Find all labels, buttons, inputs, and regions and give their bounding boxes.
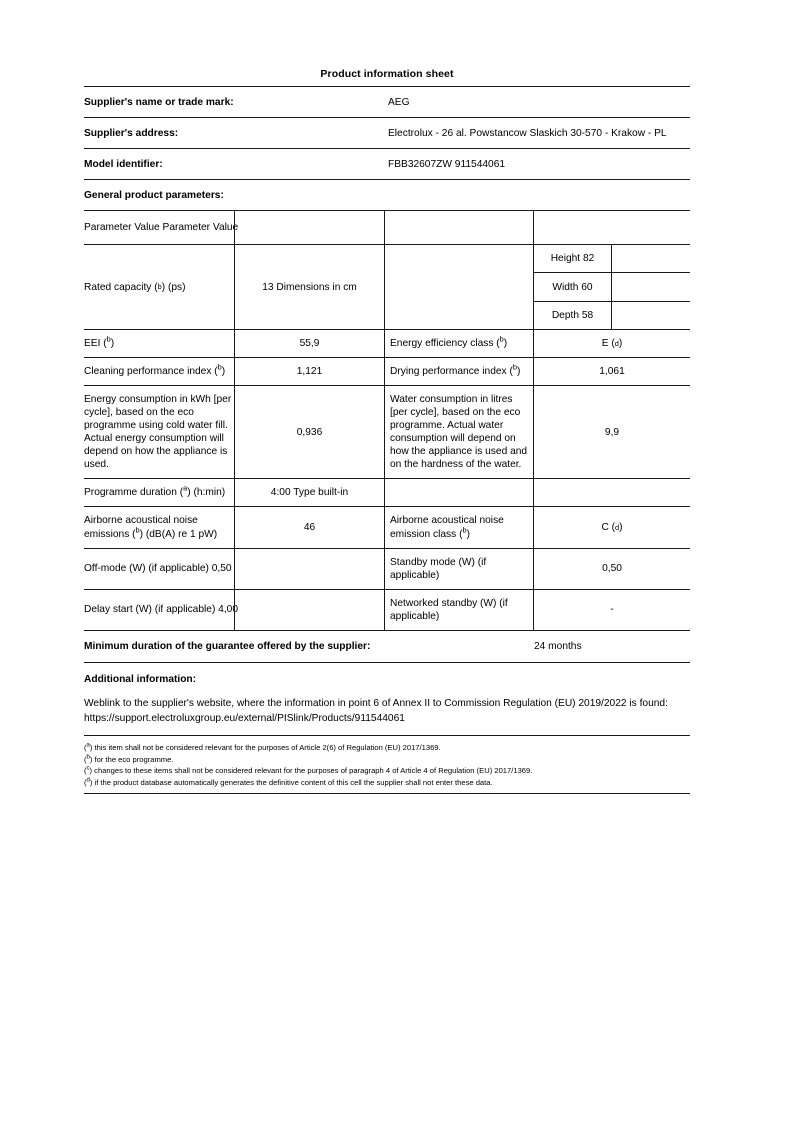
dimension-height-label: Height 82 [534, 245, 612, 272]
footnote-b: ($^b$) for the eco programme. [84, 754, 174, 764]
table-row-eei [84, 330, 690, 358]
footnote-marker: b [462, 525, 467, 535]
footnote-d-text: ) if the product database automatically generates the definitive content of this cell the supplier shall not enter these data. [89, 777, 493, 787]
supplier-address-value: Electrolux - 26 al. Powstancow Slaskich 30-570 - Krakow - PL [388, 127, 667, 139]
noise-emissions-label-text: Airborne acoustical noise emissions ( [84, 515, 198, 540]
dimension-row-width [534, 273, 690, 301]
rated-capacity-value: 13 Dimensions in cm [234, 245, 384, 329]
noise-class-value: C ( d ) [533, 507, 690, 547]
header-cell-value [234, 211, 384, 244]
supplier-name-value: AEG [388, 96, 410, 108]
header-cell-parameters: Parameter Value Parameter Value [84, 222, 239, 233]
drying-index-label-tail: ) [517, 366, 521, 378]
energy-consumption-value: 0,936 [234, 386, 384, 478]
footnote-marker: b [217, 362, 222, 372]
model-identifier-label: Model identifier: [84, 158, 163, 170]
delay-start-label: Delay start (W) (if applicable) 4,00 [84, 604, 238, 616]
footnote-a: ($^a$) this item shall not be considered relevant for the purposes of Article 2(6) of Regulation (EU) 2017/1369. [84, 742, 441, 753]
energy-class-label-text: Energy efficiency class ( [390, 338, 500, 350]
energy-class-value-tail: ) [618, 338, 623, 350]
cleaning-index-label-text: Cleaning performance index ( [84, 366, 218, 378]
header-cell-value2 [533, 211, 690, 244]
table-row-rated-capacity [84, 245, 690, 330]
dimension-height-pad [612, 245, 690, 272]
footnotes-block [84, 736, 690, 794]
cleaning-index-value: 1,121 [234, 358, 384, 385]
standby-mode-label [384, 549, 533, 589]
programme-duration-spacer [384, 479, 533, 506]
networked-standby-label [384, 590, 533, 630]
additional-information-body: Weblink to the supplier's website, where the information in point 6 of Annex II to Commission Regulation (EU) 2019/2022 is found: https://support.electroluxgroup.eu/external/PISlink/Products/911544061 [84, 685, 690, 737]
footnote-marker: b [512, 362, 517, 372]
programme-duration-label [84, 479, 234, 506]
energy-class-label [384, 330, 533, 357]
footnote-marker: b [135, 525, 140, 535]
dimensions-spacer [384, 245, 533, 329]
programme-duration-spacer-value [533, 479, 690, 506]
table-row-noise [84, 507, 690, 548]
footnote-a-marker: a [86, 742, 90, 749]
energy-class-value: E ( d ) [533, 330, 690, 357]
supplier-name-label: Supplier's name or trade mark: [84, 96, 234, 108]
energy-consumption-label: Energy consumption in kWh [per cycle], based on the eco programme using cold water fill. Actual energy consumption will depend on how the appliance is used. [84, 394, 232, 471]
general-parameters-table [84, 210, 690, 631]
product-information-sheet [84, 0, 690, 794]
cleaning-index-label-tail: ) [221, 366, 226, 378]
drying-index-value: 1,061 [533, 358, 690, 385]
additional-information-heading: Additional information: [84, 673, 197, 685]
supplier-name-row [84, 86, 690, 117]
dimension-width-label: Width 60 [534, 273, 612, 300]
networked-standby-label-text: Networked standby (W) (if applicable) [390, 597, 508, 622]
footnote-c: ($^c$) changes to these items shall not be considered relevant for the purposes of paragraph 4 of Article 4 of Regulation (EU) 2017/1369. [84, 765, 533, 776]
noise-class-label [384, 507, 533, 547]
programme-duration-value: 4:00 Type built-in [234, 479, 384, 506]
noise-class-label-text: Airborne acoustical noise emission class ( [390, 515, 504, 540]
footnote-b-text: ) for the eco programme. [89, 754, 174, 764]
page-title: Product information sheet [320, 68, 454, 80]
noise-class-value-tail: ) [619, 521, 623, 533]
noise-class-value-text: C ( [601, 521, 616, 533]
dimensions-subtable [533, 245, 690, 329]
footnote-marker: a [183, 484, 188, 494]
drying-index-label-text: Drying performance index ( [390, 366, 513, 378]
footnote-c-text: ) changes to these items shall not be considered relevant for the purposes of paragraph 4 of Article 4 of Regulation (EU) 2017/1369. [89, 766, 533, 776]
standby-mode-label-text: Standby mode (W) (if applicable) [390, 556, 487, 581]
model-identifier-row [84, 148, 690, 179]
delay-start-value [234, 590, 384, 630]
guarantee-value: 24 months [534, 640, 582, 652]
off-mode-label: Off-mode (W) (if applicable) 0,50 [84, 563, 232, 575]
table-row-cleaning-index [84, 358, 690, 386]
footnote-d-marker: d [86, 777, 90, 784]
dimension-row-depth [534, 302, 690, 329]
model-identifier-value: FBB32607ZW 911544061 [388, 158, 506, 170]
table-row-programme-duration [84, 479, 690, 507]
water-consumption-value: 9,9 [533, 386, 690, 478]
footnote-c-marker: c [86, 765, 90, 772]
supplier-address-label: Supplier's address: [84, 127, 179, 139]
noise-emissions-label [84, 507, 234, 547]
noise-emissions-label-tail: ) (dB(A) re 1 pW) [139, 528, 218, 540]
water-consumption-label: Water consumption in litres [per cycle], based on the eco programme. Actual water consumption will depend on how the appliance is used and on the hardness of the water. [384, 386, 533, 478]
eei-label [84, 330, 234, 357]
table-header-row [84, 211, 690, 245]
guarantee-label: Minimum duration of the guarantee offered by the supplier: [84, 640, 371, 652]
footnote-marker: b [499, 334, 504, 344]
header-cell-parameter2 [384, 211, 533, 244]
footnote-b-marker: b [86, 754, 90, 761]
noise-emissions-value: 46 [234, 507, 384, 547]
energy-class-value-text: E ( [601, 338, 615, 350]
general-parameters-heading: General product parameters: [84, 179, 690, 210]
programme-duration-label-tail: ) (h:min) [187, 487, 226, 499]
networked-standby-value: - [533, 590, 690, 630]
dimension-row-height [534, 245, 690, 273]
off-mode-value [234, 549, 384, 589]
supplier-address-row [84, 117, 690, 148]
noise-class-label-tail: ) [466, 528, 470, 540]
eei-label-tail: ) [110, 338, 115, 350]
rated-capacity-label-text: Rated capacity ( [84, 281, 158, 293]
standby-mode-value: 0,50 [533, 549, 690, 589]
cleaning-index-label [84, 358, 234, 385]
dimension-depth-label: Depth 58 [534, 302, 612, 329]
rated-capacity-label: Rated capacity ( b ) (ps) [84, 281, 186, 293]
energy-class-label-tail: ) [503, 338, 508, 350]
dimension-depth-pad [612, 302, 690, 329]
eei-value: 55,9 [234, 330, 384, 357]
table-row-off-mode [84, 549, 690, 590]
drying-index-label [384, 358, 533, 385]
programme-duration-label-text: Programme duration ( [84, 487, 184, 499]
dimension-width-pad [612, 273, 690, 300]
eei-label-text: EEI ( [84, 338, 107, 350]
footnote-d: ($^d$) if the product database automatically generates the definitive content of this cell the supplier shall not enter these data. [84, 777, 493, 787]
guarantee-row [84, 631, 690, 663]
table-row-consumption [84, 386, 690, 479]
footnote-a-text: ) this item shall not be considered relevant for the purposes of Article 2(6) of Regulation (EU) 2017/1369. [89, 743, 441, 753]
table-row-delay-start [84, 590, 690, 630]
footnote-marker: b [106, 334, 111, 344]
rated-capacity-label-tail: ) (ps) [161, 281, 186, 293]
